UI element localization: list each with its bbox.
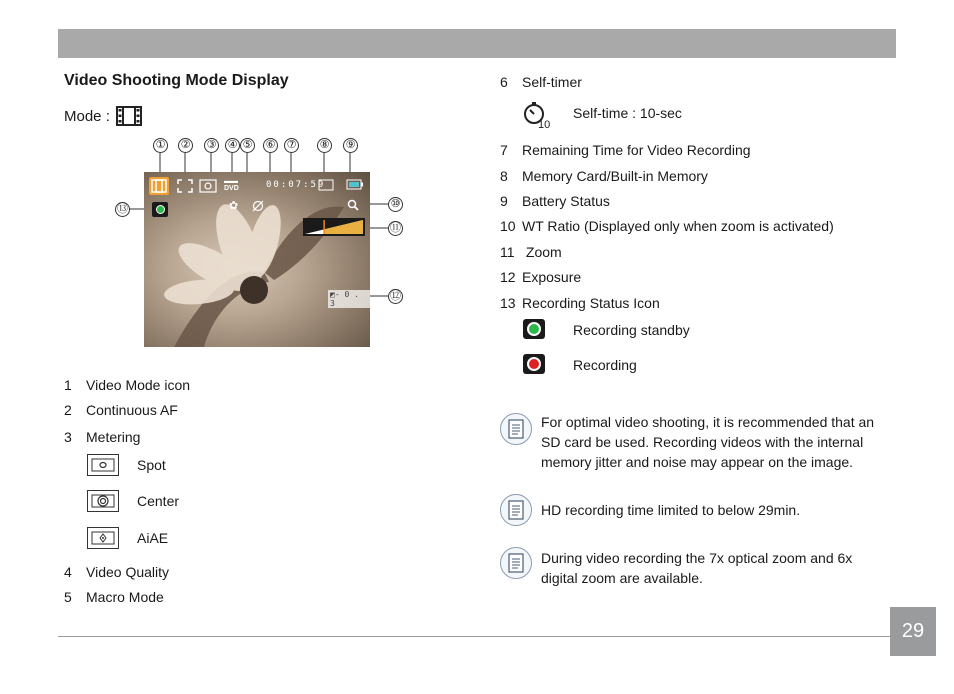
spot-metering-icon: [87, 454, 119, 476]
list-item: 8 Memory Card/Built-in Memory: [500, 168, 708, 184]
metering-label-center: Center: [137, 493, 180, 509]
metering-label-spot: Spot: [137, 457, 166, 473]
recording-label: Recording: [573, 357, 637, 373]
list-item: 2 Continuous AF: [64, 402, 178, 418]
metering-icon: [199, 179, 217, 193]
recording-standby-label: Recording standby: [573, 322, 690, 338]
list-item: 7 Remaining Time for Video Recording: [500, 142, 751, 158]
exposure-value: - 0 . 3: [330, 290, 359, 308]
video-quality-icon: ▬▬ DVD: [224, 178, 239, 192]
recording-standby-icon: [523, 319, 545, 339]
zoom-magnifier-icon: [347, 199, 359, 211]
list-item: 9 Battery Status: [500, 193, 610, 209]
list-item: 11 Zoom: [500, 244, 562, 260]
note-text: During video recording the 7x optical zoom and 6x digital zoom are available.: [541, 550, 853, 586]
note-text: HD recording time limited to below 29min.: [541, 502, 801, 518]
list-item: 5 Macro Mode: [64, 589, 164, 605]
recording-status-icon: [152, 202, 168, 217]
callout-10: ⑩: [388, 197, 403, 212]
callout-3: ③: [204, 138, 219, 153]
callout-2: ②: [178, 138, 193, 153]
page-number: 29: [890, 607, 936, 656]
note-text: For optimal video shooting, it is recommended that an SD card be used. Recording videos with the internal memory jitter and noise may appear on the image.: [541, 414, 875, 470]
flower-image: [144, 172, 370, 347]
list-item: 1 Video Mode icon: [64, 377, 191, 393]
callout-4: ④: [225, 138, 240, 153]
callout-8: ⑧: [317, 138, 332, 153]
exposure-indicator: [328, 290, 370, 308]
self-timer-screen-icon: [252, 200, 264, 212]
callout-11: ⑪: [390, 222, 401, 234]
footer-line: [58, 636, 890, 637]
macro-icon: ✿: [229, 200, 239, 212]
video-mode-icon: [149, 177, 169, 195]
note-icon: [500, 494, 532, 526]
mode-label: Mode :: [64, 107, 110, 125]
memory-card-icon: [318, 179, 334, 191]
callout-7: ⑦: [284, 138, 299, 153]
callout-6: ⑥: [263, 138, 278, 153]
callout-12: ⑫: [390, 290, 401, 302]
zoom-bar: [303, 218, 365, 236]
continuous-af-icon: [177, 179, 193, 193]
standby-dot: [527, 322, 541, 336]
self-timer-label: Self-time : 10-sec: [573, 105, 682, 121]
note-icon: [500, 413, 532, 445]
note-icon: [500, 547, 532, 579]
exposure-icon: ◩: [330, 290, 335, 299]
list-item: 6 Self-timer: [500, 74, 582, 90]
callout-9: ⑨: [343, 138, 358, 153]
self-timer-icon: [522, 100, 552, 135]
mode-row: [64, 106, 142, 126]
center-metering-icon: [87, 490, 119, 512]
list-item: 3 Metering: [64, 429, 141, 445]
header-bar: [58, 29, 896, 58]
callout-1: ①: [153, 138, 168, 153]
recording-icon: [523, 354, 545, 374]
list-item: 10 WT Ratio (Displayed only when zoom is activated): [500, 218, 834, 234]
remaining-time: 00:07:59: [266, 180, 326, 190]
aiae-metering-icon: [87, 527, 119, 549]
recording-dot: [527, 357, 541, 371]
list-item: 13 Recording Status Icon: [500, 295, 660, 311]
film-icon: [116, 106, 142, 126]
svg-text:10: 10: [538, 119, 551, 130]
metering-label-aiae: AiAE: [137, 530, 169, 546]
callout-5: ⑤: [240, 138, 255, 153]
zoom-wedge-digital: [324, 220, 363, 234]
battery-icon: [346, 179, 364, 190]
zoom-wt-ratio: [303, 218, 365, 236]
page-title: Video Shooting Mode Display: [64, 72, 289, 89]
callout-13: ⑬: [117, 203, 128, 215]
list-item: 12 Exposure: [500, 269, 582, 285]
camera-screen: [144, 172, 370, 347]
list-item: 4 Video Quality: [64, 564, 170, 580]
